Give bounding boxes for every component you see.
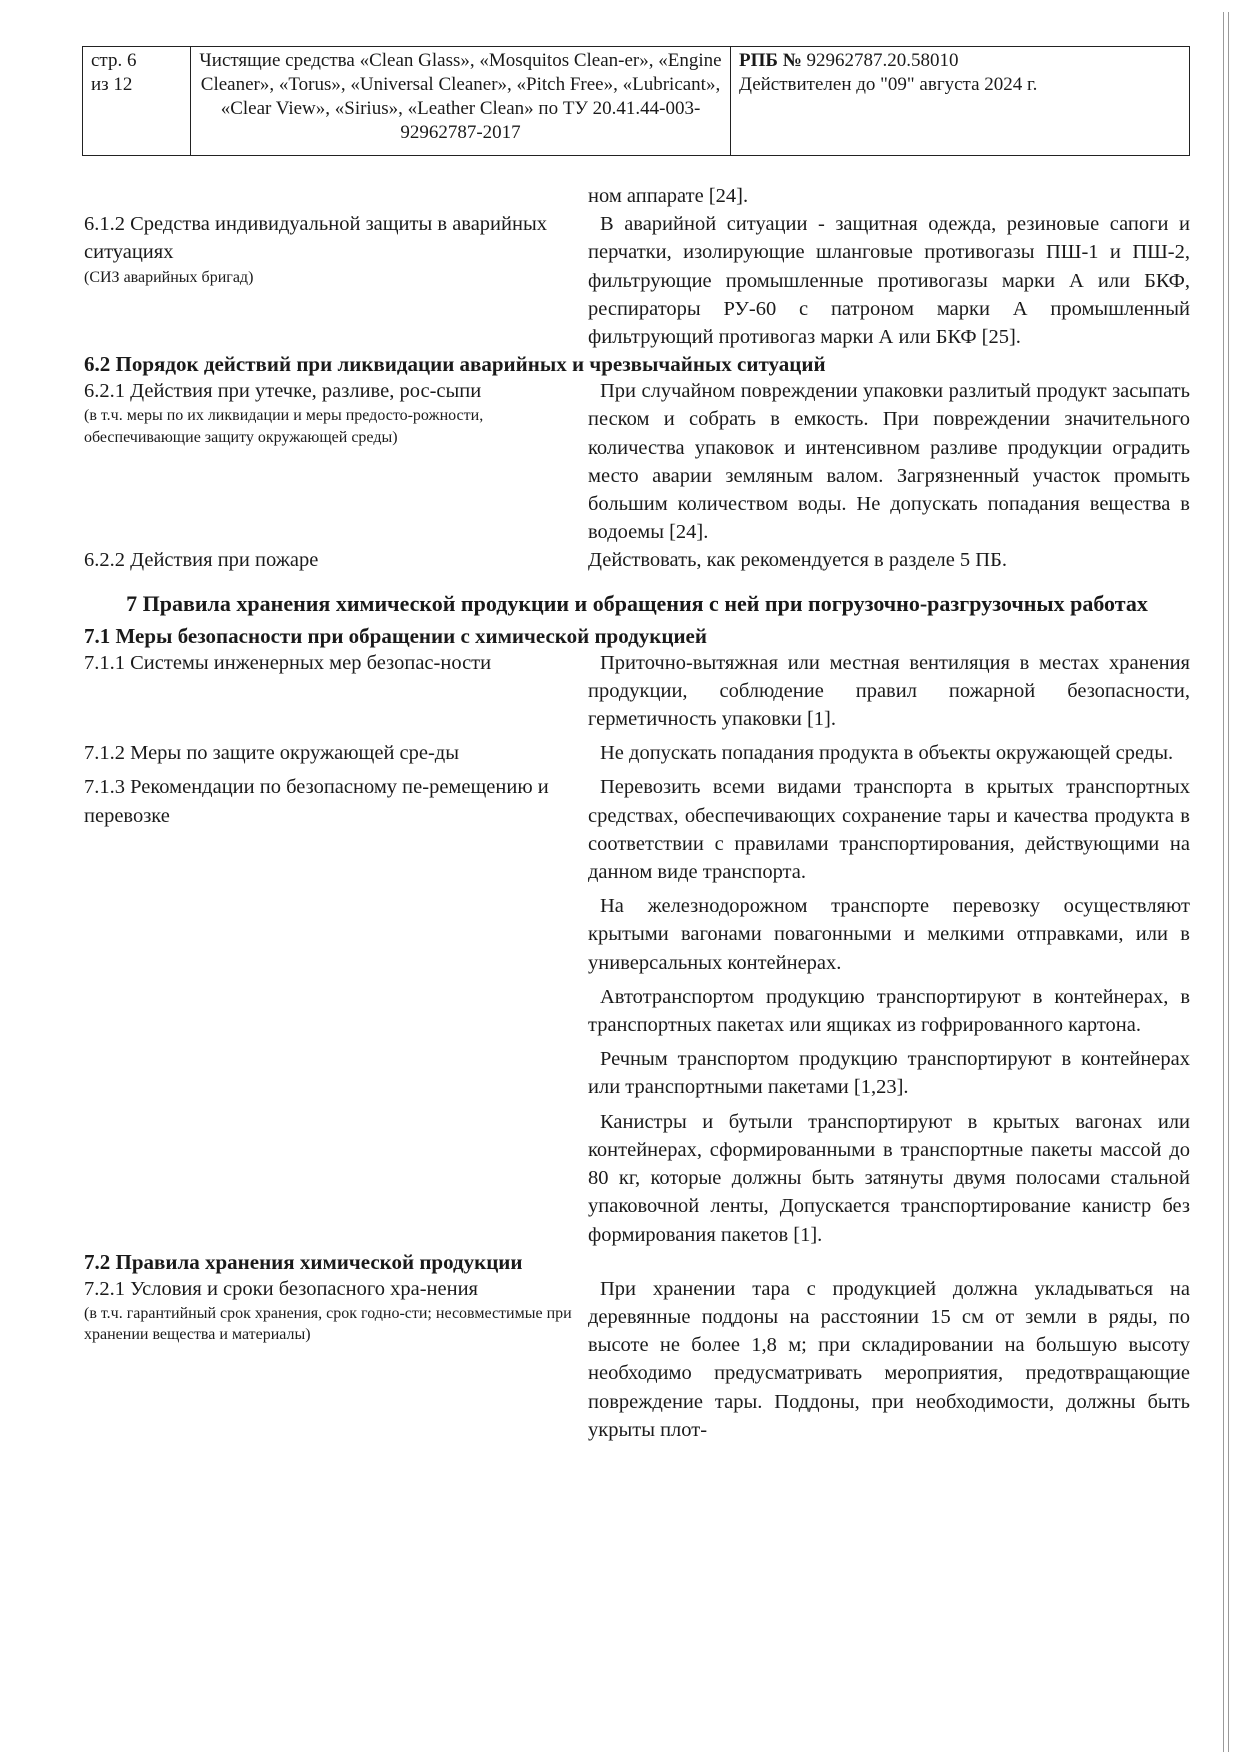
section-6-2-2 [84, 546, 1190, 574]
page-edge-rule [1223, 12, 1229, 1752]
section-7-1-3 [84, 773, 1190, 1248]
section-6-2-1 [84, 377, 1190, 546]
section-6-1-2 [84, 210, 1190, 351]
section-note: (в т.ч. меры по их ликвидации и меры предосто-рожности, обеспечивающие защиту окружающей среды) [84, 407, 484, 446]
section-text: Приточно-вытяжная или местная вентиляция в местах хранения продукции, соблюдение правил пожарной безопасности, герметичность упаковки [1]. [588, 651, 1190, 731]
page-total: из 12 [91, 74, 133, 95]
page-number-cell [83, 47, 191, 155]
section-label: 7.1.3 Рекомендации по безопасному пе-ремещению и перевозке [84, 776, 549, 827]
registration-label: РПБ № [739, 50, 802, 71]
section-label: 7.2.1 Условия и сроки безопасного хра-нения [84, 1277, 478, 1300]
paragraph: Перевозить всеми видами транспорта в крытых транспортных средствах, обеспечивающих сохранение тары и качества продукта в соответствии с правилами транспортирования, действующими на данном виде транспорта. [588, 776, 1190, 884]
paragraph: Канистры и бутыли транспортируют в крытых вагонах или контейнерах, сформированными в транспортные пакеты массой до 80 кг, которые должны быть затянуты двумя полосами стальной упаковочной ленты, Допускается транспортирование канистр без формирования пакетов [1]. [588, 1110, 1190, 1246]
section-7-2-title: 7.2 Правила хранения химической продукции [84, 1249, 523, 1274]
section-text: При случайном повреждении упаковки разлитый продукт засыпать песком и собрать в емкость. При повреждении значительного количества упаковок и интенсивном разливе продукции оградить место аварии земляным валом. Загрязненный участок промыть большим количеством воды. Не допускать попадания вещества в водоемы [24]. [588, 380, 1190, 544]
section-7-2-1 [84, 1275, 1190, 1444]
section-label: 6.2.2 Действия при пожаре [84, 549, 319, 572]
section-text: Действовать, как рекомендуется в разделе 5 ПБ. [588, 549, 1007, 572]
paragraph: Речным транспортом продукцию транспортируют в контейнерах или транспортными пакетами [1,23]. [588, 1048, 1190, 1099]
paragraph: На железнодорожном транспорте перевозку осуществляют крытыми вагонами повагонными и мелкими отправками, или в универсальных контейнерах. [588, 895, 1190, 974]
chapter-7-title: 7 Правила хранения химической продукции и обращения с ней при погрузочно-разгрузочных работах [126, 590, 1148, 616]
section-label: 7.1.2 Меры по защите окружающей сре-ды [84, 742, 460, 765]
section-note: (в т.ч. гарантийный срок хранения, срок годно-сти; несовместимые при хранении вещества и материалы) [84, 1304, 572, 1344]
section-text: В аварийной ситуации - защитная одежда, резиновые сапоги и перчатки, изолирующие шланговые противогазы ПШ-1 и ПШ-2, фильтрующие промышленные противогазы марки А или БКФ, респираторы РУ-60 с патроном марки А промышленный фильтрующий противогаз марки А или БКФ [25]. [588, 213, 1190, 349]
section-7-1-title: 7.1 Меры безопасности при обращении с химической продукцией [84, 623, 707, 648]
section-label: 6.2.1 Действия при утечке, разливе, рос-сыпи [84, 380, 482, 403]
registration-cell [731, 47, 1189, 155]
continuation-text: ном аппарате [24]. [588, 185, 749, 207]
page-number: стр. 6 [91, 50, 137, 71]
product-title-cell: Чистящие средства «Clean Glass», «Mosquitos Clean-er», «Engine Cleaner», «Torus», «Universal Cleaner», «Pitch Free», «Lubricant», «Clear View», «Sirius», «Leather Clean» по ТУ 20.41.44-003-92962787-2017 [191, 47, 731, 155]
section-note: (СИЗ аварийных бригад) [84, 268, 254, 286]
validity-date: Действителен до "09" августа 2024 г. [739, 74, 1038, 95]
paragraph: Автотранспортом продукцию транспортируют в контейнерах, в транспортных пакетах или ящиках из гофрированного картона. [588, 985, 1190, 1037]
registration-number: РПБ № 92962787.20.58010 [739, 50, 959, 71]
document-header-table [82, 46, 1190, 156]
section-text: Не допускать попадания продукта в объекты окружающей среды. [600, 742, 1174, 765]
section-label: 6.1.2 Средства индивидуальной защиты в аварийных ситуациях [84, 213, 547, 264]
section-6-2-title: 6.2 Порядок действий при ликвидации аварийных и чрезвычайных ситуаций [84, 352, 826, 377]
continuation-row [84, 182, 1190, 210]
section-7-1-1 [84, 649, 1190, 734]
section-label: 7.1.1 Системы инженерных мер безопас-ности [84, 651, 492, 674]
section-7-1-2 [84, 739, 1190, 767]
section-text: При хранении тара с продукцией должна укладываться на деревянные поддоны на расстоянии 15 см от земли в ряды, по высоте не более 1,8 м; при складировании на большую высоту необходимо предусматривать мероприятия, предотвращающие повреждение тары. Поддоны, при необходимости, должны быть укрыты плот- [588, 1277, 1190, 1441]
document-body [84, 182, 1190, 1444]
